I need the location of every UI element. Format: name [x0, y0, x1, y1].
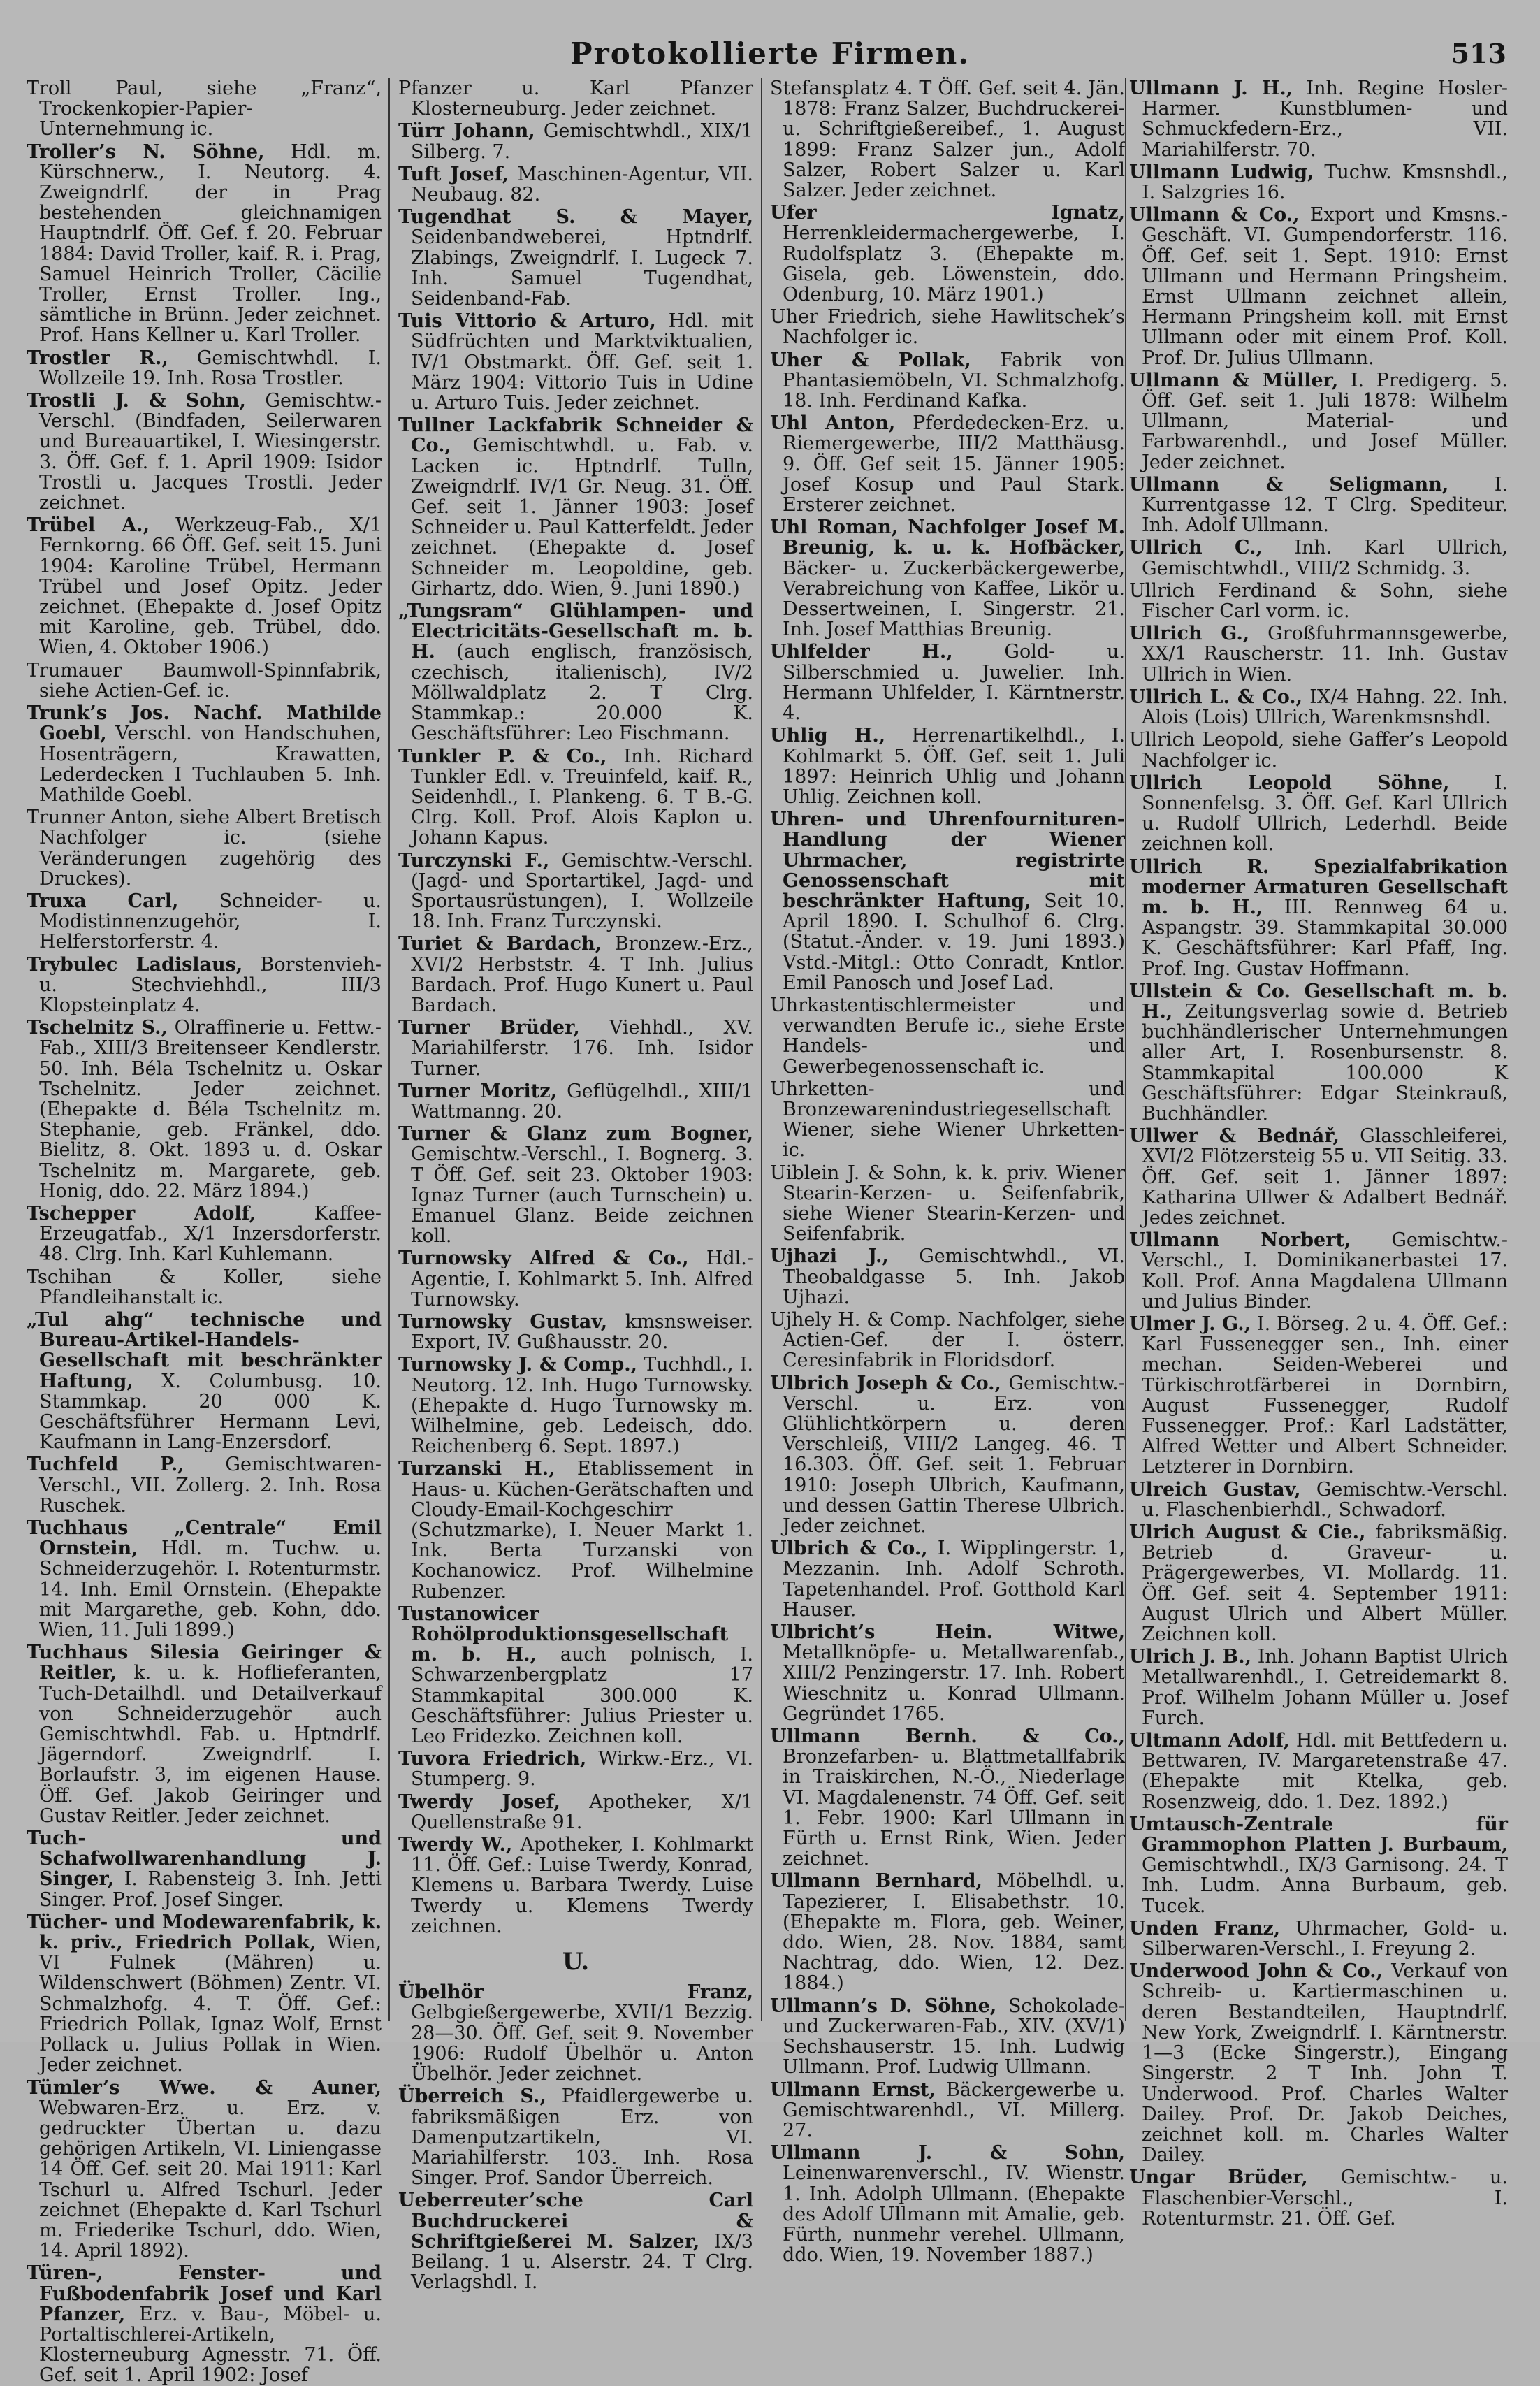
firm-name: Ullmann Bernh. & Co., [770, 1726, 1125, 1748]
entry-text: Stefansplatz 4. T Öff. Gef. seit 4. Jän. 1878: Franz Salzer, Buchdruckerei- u. Schriftgießereibef., 1. August 1899: Franz Salzer jun., Adolf Salzer, Robert Salzer u. Karl Salzer. Jeder zeichnet. [770, 78, 1125, 202]
directory-entry [770, 1373, 1125, 1537]
firm-name: Turzanski H., [398, 1458, 555, 1480]
directory-entry [1129, 2167, 1508, 2229]
page-number: 513 [1451, 38, 1506, 69]
entry-text: Trunner Anton, siehe Albert Bretisch Nachfolger ic. (siehe Veränderungen zugehörig des Druckes). [27, 807, 382, 890]
directory-entry [398, 1018, 753, 1079]
firm-name: Tschelnitz S., [27, 1017, 168, 1039]
entry-text: Gemischtw.- u. Flaschenbier-Verschl., I. Rotenturmstr. 21. Öff. Gef. [1142, 2167, 1508, 2229]
entry-text: Borstenvieh- u. Stechviehhdl., III/3 Klopsteinplatz 4. [39, 953, 382, 1016]
firm-name: Ufer Ignatz, [770, 202, 1125, 224]
firm-name: Überreich S., [398, 2085, 546, 2108]
directory-entry [398, 2086, 753, 2188]
entry-text: Gemischtw.-Verschl. u. Erz. von Glühlichtkörpern u. deren Verschleiß, VIII/2 Langeg. 46. T 16.303. Öff. Gef. seit 1. Februar 1910: Joseph Ulbrich, Kaufmann, und dessen Gattin Therese Ulbrich. Jeder zeichnet. [783, 1372, 1125, 1538]
firm-name: Tücher- und Modewarenfabrik, k. k. priv., Friedrich Pollak, [27, 1911, 382, 1954]
directory-entry [27, 142, 382, 346]
directory-entry [27, 1518, 382, 1640]
firm-name: Ullstein & Co. Gesellschaft m. b. H., [1129, 980, 1508, 1022]
directory-entry [27, 2263, 382, 2385]
directory-entry [27, 1018, 382, 1201]
firm-name: Trunk’s Jos. Nachf. Mathilde Goebl, [27, 702, 382, 745]
directory-entry [27, 807, 382, 889]
firm-name: Ulbrich Joseph & Co., [770, 1372, 1001, 1394]
entry-text: Tschihan & Koller, siehe Pfandleihanstalt ic. [27, 1266, 382, 1308]
entry-text: Gemischtw.-Verschl., I. Bognerg. 3. T Öff. Gef. seit 23. Oktober 1903: Ignaz Turner (auch Turnschein) u. Emanuel Glanz. Beide zeichnen koll. [411, 1143, 753, 1248]
directory-entry [770, 1996, 1125, 2078]
directory-entry [398, 415, 753, 599]
directory-entry [1129, 1480, 1508, 1520]
directory-entry [1129, 623, 1508, 685]
column-4 [1129, 78, 1509, 2229]
entry-text: Uhrketten- und Bronzewarenindustriegesellschaft Wiener, siehe Wiener Uhrketten- ic. [770, 1078, 1125, 1162]
directory-entry [398, 164, 753, 205]
directory-entry [770, 1163, 1125, 1245]
firm-name: Turnowsky Alfred & Co., [398, 1248, 689, 1270]
directory-entry [1129, 857, 1508, 979]
entry-text: III. Rennweg 64 u. Aspangstr. 39. Stammkapital 30.000 K. Geschäftsführer: Karl Pfaff, Ing. Prof. Ing. Gustav Hoffmann. [1142, 896, 1508, 980]
directory-entry [770, 413, 1125, 515]
entry-text: kmsnsweiser. Export, IV. Gußhausstr. 20. [411, 1310, 753, 1354]
directory-entry [27, 955, 382, 1016]
directory-entry [1129, 1230, 1508, 1312]
firm-name: Ullmann J. & Sohn, [770, 2142, 1125, 2164]
firm-name: Ullmann Ludwig, [1129, 161, 1314, 183]
firm-name: Tustanowicer Rohölproduktionsgesellschaft m. b. H., [398, 1603, 729, 1666]
directory-entry [27, 891, 382, 953]
entry-text: Gelbgießergewerbe, XVII/1 Bezzig. 28—30. Öff. Gef. seit 9. November 1906: Rudolf Übelhör u. Anton Übelhör. Jeder zeichnet. [411, 2002, 753, 2085]
directory-entry [770, 1079, 1125, 1161]
entry-text: Seidenbandweberei, Hptndrlf. Zlabings, Zweigndrlf. I. Lugeck 7. Inh. Samuel Tugendhat, Seidenband-Fab. [411, 226, 753, 310]
directory-entry [398, 1604, 753, 1747]
entry-text: Herrenkleidermachergewerbe, I. Rudolfsplatz 3. (Ehepakte m. Gisela, geb. Löwenstein, ddo. Odenburg, 10. März 1901.) [783, 222, 1125, 306]
firm-name: Uhl Anton, [770, 412, 896, 435]
entry-text: Etablissement in Haus- u. Küchen-Gerätschaften und Cloudy-Email-Kochgeschirr (Schutzmarke), I. Neuer Markt 1. Ink. Berta Turzanski von Kochanowicz. Prof. Wilhelmine Rubenzer. [411, 1458, 753, 1603]
entry-text: Bronzew.-Erz., XVI/2 Herbststr. 4. T Inh. Julius Bardach. Prof. Hugo Kunert u. Paul Bardach. [411, 933, 753, 1016]
firm-name: Ullmann & Co., [1129, 204, 1300, 226]
entry-text: Uhrkastentischlermeister und verwandten Berufe ic., siehe Erste Handels- und Gewerbegenossenschaft ic. [770, 994, 1125, 1078]
firm-name: Ulreich Gustav, [1129, 1478, 1301, 1501]
entry-text: Gemischtwaren-Verschl., VII. Zollerg. 2. Inh. Rosa Ruschek. [39, 1454, 382, 1517]
firm-name: Ullmann’s D. Söhne, [770, 1995, 997, 2017]
directory-entry [770, 1538, 1125, 1620]
directory-entry [1129, 773, 1508, 855]
directory-entry [770, 203, 1125, 305]
entry-text: X. Columbusg. 10. Stammkap. 20 000 K. Geschäftsführer Hermann Levi, Kaufmann in Lang-Enzersdorf. [39, 1370, 382, 1454]
directory-entry [27, 660, 382, 701]
entry-text: (auch englisch, französisch, czechisch, italienisch), IV/2 Möllwaldplatz 2. T Clrg. Stammkap.: 20.000 K. Geschäftsführer: Leo Fischmann. [411, 641, 753, 745]
firm-name: Tschepper Adolf, [27, 1202, 256, 1224]
directory-entry [27, 348, 382, 389]
entry-text: Gemischtwhdl. I. Wollzeile 19. Inh. Rosa Trostler. [39, 347, 382, 389]
firm-name: Ullrich Leopold Söhne, [1129, 772, 1450, 794]
directory-entry [398, 1982, 753, 2084]
entry-text: I. Börseg. 2 u. 4. Öff. Gef.: Karl Fussenegger sen., Inh. einer mechan. Seiden-Weberei und Türkischrotfärberei in Dornbirn, August Fussenegger, Rudolf Fussenegger. Prof.: Karl Ladstätter, Alfred Wetter und Albert Schneider. Letzterer in Dornbirn. [1142, 1313, 1508, 1478]
firm-name: Twerdy Josef, [398, 1791, 560, 1813]
directory-entry [27, 78, 382, 140]
entry-text: Apotheker, X/1 Quellenstraße 91. [411, 1791, 753, 1833]
entry-text: I. Wipplingerstr. 1, Mezzanin. Inh. Adolf Schroth. Tapetenhandel. Prof. Gotthold Karl Hauser. [783, 1538, 1125, 1621]
directory-entry [398, 1792, 753, 1832]
page-header [0, 0, 1540, 70]
entry-text: Export und Kmsns.-Geschäft. VI. Gumpendorferstr. 116. Öff. Gef. seit 1. Sept. 1910: Ernst Ullmann und Hermann Pringsheim. Ernst Ullmann zeichnet allein, Hermann Pringsheim koll. mit Ernst Ullmann oder mit einem Prof. Koll. Prof. Dr. Julius Ullmann. [1142, 204, 1508, 369]
directory-entry [770, 1871, 1125, 1993]
directory-entry [770, 1726, 1125, 1869]
firm-name: Turiet & Bardach, [398, 933, 602, 955]
firm-name: Turczynski F., [398, 849, 550, 872]
directory-entry [27, 1828, 382, 1910]
entry-text: Großfuhrmannsgewerbe, XX/1 Rauscherstr. 11. Inh. Gustav Ullrich in Wien. [1142, 623, 1508, 686]
entry-text: Metallknöpfe- u. Metallwarenfab., XIII/2 Penzingerstr. 17. Inh. Robert Wieschnitz u. Konrad Ullmann. Gegründet 1765. [783, 1642, 1125, 1725]
entry-text: Schokolade- und Zuckerwaren-Fab., XIV. (XV/1) Sechshauserstr. 15. Inh. Ludwig Ullmann. Prof. Ludwig Ullmann. [783, 1995, 1125, 2078]
firm-name: Umtausch-Zentrale für Grammophon Platten J. Burbaum, [1129, 1813, 1508, 1856]
entry-text: Pfanzer u. Karl Pfanzer Klosterneuburg. Jeder zeichnet. [398, 78, 753, 120]
entry-text: Fabrik von Phantasiemöbeln, VI. Schmalzhofg. 18. Inh. Ferdinand Kafka. [783, 349, 1125, 412]
directory-entry [770, 517, 1125, 639]
entry-text: Hdl. m. Kürschnerw., I. Neutorg. 4. Zweigndrlf. der in Prag bestehenden gleichnamigen Hauptndrlf. Öff. Gef. f. 20. Februar 1884: David Troller, kaif. R. i. Prag, Samuel Heinrich Troller, Cäcilie Troller, Ernst Troller. Ing., sämtliche in Brünn. Jeder zeichnet. Prof. Hans Kellner u. Karl Troller. [39, 140, 382, 347]
directory-entry [1129, 370, 1508, 472]
directory-entry [27, 1642, 382, 1826]
directory-entry [27, 391, 382, 513]
firm-name: Tuchfeld P., [27, 1454, 184, 1476]
directory-entry [398, 1248, 753, 1310]
firm-name: Ullmann Norbert, [1129, 1229, 1351, 1252]
entry-text: Uhrmacher, Gold- u. Silberwaren-Verschl., I. Freyung 2. [1142, 1917, 1508, 1960]
firm-name: Trybulec Ladislaus, [27, 953, 243, 976]
column-divider [388, 78, 390, 2021]
directory-entry [1129, 687, 1508, 728]
firm-name: Turner Brüder, [398, 1017, 580, 1039]
firm-name: „Tul ahg“ technische und Bureau-Artikel-Handels-Gesellschaft mit beschränkter Haftung, [27, 1308, 382, 1392]
entry-text: Webwaren-Erz. u. Erz. v. gedruckter Übertan u. dazu gehörigen Artikeln, VI. Liniengasse 14 Öff. Gef. seit 20. Mai 1911: Karl Tschurl u. Alfred Tschurl. Jeder zeichnet (Ehepakte d. Karl Tschurl m. Friederike Tschurl, ddo. Wien, 14. April 1892). [39, 2097, 382, 2262]
directory-entry [1129, 1730, 1508, 1812]
firm-name: Tunkler P. & Co., [398, 745, 607, 767]
entry-text: Möbelhdl. u. Tapezierer, I. Elisabethstr. 10. (Ehepakte m. Flora, geb. Weiner, ddo. Wien, 28. Nov. 1884, samt Nachtrag, ddo. Wien, 12. Dez. 1884.) [783, 1870, 1125, 1995]
firm-name: Trübel A., [27, 514, 150, 537]
firm-name: Ullrich L. & Co., [1129, 686, 1303, 708]
entry-text: Ujhely H. & Comp. Nachfolger, siehe Actien-Gef. der I. österr. Ceresinfabrik in Floridsdorf. [770, 1308, 1125, 1372]
directory-entry [398, 746, 753, 848]
firm-name: Türr Johann, [398, 120, 535, 143]
directory-entry [1129, 205, 1508, 368]
firm-name: „Tungsram“ Glühlampen- und Electricitäts-Gesellschaft m. b. H. [398, 600, 753, 663]
firm-name: Turnowsky Gustav, [398, 1310, 608, 1333]
firm-name: Ulmer J. G., [1129, 1313, 1251, 1335]
firm-name: Truxa Carl, [27, 890, 179, 912]
entry-text: Gold- u. Silberschmied u. Juwelier. Inh. Hermann Uhlfelder, I. Kärntnerstr. 4. [783, 641, 1125, 725]
directory-entry [770, 2143, 1125, 2265]
entry-text: Herrenartikelhdl., I. Kohlmarkt 5. Öff. Gef. seit 1. Juli 1897: Heinrich Uhlig und Johann Uhlig. Zeichnen koll. [783, 725, 1125, 808]
directory-entry [398, 311, 753, 413]
entry-text: Erz. v. Bau-, Möbel- u. Portaltischlerei-Artikeln, Klosterneuburg Agnesstr. 71. Öff. Gef. seit 1. April 1902: Josef [39, 2303, 382, 2386]
entry-text: Tuchw. Kmsnshdl., I. Salzgries 16. [1142, 161, 1508, 204]
directory-entry [398, 1081, 753, 1122]
directory-entry [770, 809, 1125, 993]
directory-entry [27, 515, 382, 658]
directory-entry [1129, 475, 1508, 536]
directory-entry [770, 642, 1125, 723]
directory-entry [1129, 537, 1508, 578]
column-divider [1125, 78, 1126, 2021]
directory-entry [398, 1749, 753, 1789]
firm-name: Ulrich J. B., [1129, 1646, 1252, 1668]
directory-entry [1129, 981, 1508, 1124]
entry-text: Inh. Richard Tunkler Edl. v. Treuinfeld, kaif. R., Seidenhdl., I. Plankeng. 6. T B.-G. Clrg. Koll. Prof. Alois Kaplon u. Johann Kapus. [411, 745, 754, 849]
firm-name: Tugendhat S. & Mayer, [398, 206, 753, 229]
directory-entry [1129, 730, 1508, 770]
firm-name: Ultmann Adolf, [1129, 1730, 1290, 1752]
entry-text: I. Sonnenfelsg. 3. Öff. Gef. Karl Ullrich u. Rudolf Ullrich, Lederhdl. Beide zeichnen koll. [1142, 772, 1508, 855]
directory-entry [1129, 1522, 1508, 1644]
entry-text: Pferdedecken-Erz. u. Riemergewerbe, III/2 Matthäusg. 9. Öff. Gef seit 15. Jänner 1905: Josef Kosup und Paul Stark. Ersterer zeichnet. [783, 412, 1125, 516]
directory-entry [1129, 1314, 1508, 1477]
firm-name: Tullner Lackfabrik Schneider & Co., [398, 414, 753, 457]
entry-text: Verschl. von Handschuhen, Hosenträgern, Krawatten, Lederdecken I Tuchlauben 5. Inh. Mathilde Goebl. [39, 723, 382, 806]
directory-entry [398, 121, 753, 161]
directory-entry [398, 207, 753, 309]
directory-entry [1129, 581, 1508, 621]
directory-entry [27, 1203, 382, 1265]
entry-text: Bäcker- u. Zuckerbäckergewerbe, Verabreichung von Kaffee, Likör u. Dessertweinen, I. Singerstr. 21. Inh. Josef Matthias Breunig. [783, 557, 1125, 641]
directory-entry [398, 934, 753, 1015]
entry-text: IX/4 Hahng. 22. Inh. Alois (Lois) Ullrich, Warenkmsnshdl. [1142, 686, 1508, 729]
directory-entry [398, 1835, 753, 1937]
firm-name: Ulbrich & Co., [770, 1538, 928, 1560]
section-letter: U. [562, 1948, 590, 1976]
entry-text: Wien, VI Fulnek (Mähren) u. Wildenschwert (Böhmen) Zentr. VI. Schmalzhofg. 4. T. Öff. Gef.: Friedrich Pollak, Ignaz Wolf, Ernst Pollack u. Julius Pollak in Wien. Jeder zeichnet. [39, 1932, 382, 2076]
entry-text: Olraffinerie u. Fettw.-Fab., XIII/3 Breitenseer Kendlerstr. 50. Inh. Béla Tschelnitz u. Oskar Tschelnitz. Jeder zeichnet. (Ehepakte d. Béla Tschelnitz m. Stephanie, geb. Fränkel, ddo. Bielitz, 8. Okt. 1893 u. d. Oskar Tschelnitz m. Margarete, geb. Honig, ddo. 22. März 1894.) [39, 1017, 382, 1202]
directory-entry [770, 1246, 1125, 1308]
firm-name: Troller’s N. Söhne, [27, 140, 265, 163]
firm-name: Ullrich G., [1129, 623, 1250, 645]
firm-name: Uhren- und Uhrenfournituren-Handlung der Wiener Uhrmacher, registrirte Genossenschaft mit beschränkter Haftung, [770, 809, 1125, 912]
directory-entry [1129, 1126, 1508, 1228]
column-divider [761, 78, 762, 2021]
directory-entry [1129, 162, 1508, 203]
entry-text: Maschinen-Agentur, VII. Neubaug. 82. [411, 163, 753, 206]
entry-text: I. Predigerg. 5. Öff. Gef. seit 1. Juli 1878: Wilhelm Ullmann, Material- und Farbwarenhdl., und Josef Müller. Jeder zeichnet. [1142, 369, 1508, 473]
directory-entry [1129, 1918, 1508, 1959]
firm-name: Ullmann & Seligmann, [1129, 473, 1449, 496]
entry-text: Tuchhdl., I. Neutorg. 12. Inh. Hugo Turnowsky. (Ehepakte d. Hugo Turnowsky m. Wilhelmine, geb. Ledeisch, ddo. Reichenberg 6. Sept. 1897.) [411, 1354, 753, 1458]
entry-text: Pfaidlergewerbe u. fabriksmäßigen Erz. von Damenputzartikeln, VI. Mariahilferstr. 103. Inh. Rosa Singer. Prof. Sandor Überreich. [411, 2085, 753, 2190]
directory-entry [1129, 1814, 1508, 1916]
column-1 [27, 78, 382, 2386]
entry-text: auch polnisch, I. Schwarzenbergplatz 17 Stammkapital 300.000 K. Geschäftsführer: Julius Priester u. Leo Fridezko. Zeichnen koll. [411, 1644, 753, 1748]
entry-text: Zeitungsverlag sowie d. Betrieb buchhändlerischer Unternehmungen aller Art, I. Rosenbursenstr. 8. Stammkapital 100.000 K Geschäftsführer: Edgar Steinkrauß, Buchhändler. [1142, 1000, 1508, 1125]
entry-text: Apotheker, I. Kohlmarkt 11. Öff. Gef.: Luise Twerdy, Konrad, Klemens u. Barbara Twerdy. Luise Twerdy u. Klemens Twerdy zeichnen. [411, 1834, 754, 1937]
entry-text: Viehhdl., XV. Mariahilferstr. 176. Inh. Isidor Turner. [411, 1017, 753, 1080]
entry-text: Bäckergewerbe u. Gemischtwarenhdl., VI. Millerg. 27. [783, 2078, 1125, 2141]
firm-name: Übelhör Franz, [398, 1981, 753, 2004]
directory-entry [398, 1124, 753, 1246]
firm-name: Ullrich R. Spezialfabrikation moderner Armaturen Gesellschaft m. b. H., [1129, 855, 1508, 918]
directory-entry [27, 1267, 382, 1308]
firm-name: Tümler’s Wwe. & Auner, [27, 2076, 382, 2099]
directory-entry [770, 995, 1125, 1077]
entry-text: Gemischtwhdl., XIX/1 Silberg. 7. [411, 120, 753, 163]
firm-name: Twerdy W., [398, 1834, 513, 1856]
firm-name: Ullmann J. H., [1129, 78, 1293, 99]
entry-text: Hdl. mit Bettfedern u. Bettwaren, IV. Margaretenstraße 47. (Ehepakte mit Ktelka, geb. Rosenzweig, ddo. 1. Dez. 1892.) [1142, 1730, 1509, 1813]
firm-name: Ulbricht’s Hein. Witwe, [770, 1621, 1125, 1644]
directory-entry [398, 601, 753, 744]
entry-text: k. u. k. Hoflieferanten, Tuch-Detailhdl. und Detailverkauf von Schneiderzugehör auch Gemischtwhdl. Fab. u. Hptndrlf. Jägerndorf. Zweigndrlf. I. Borlaufstr. 3, im eigenen Hause. Öff. Gef. Jakob Geiringer und Gustav Reitler. Jeder zeichnet. [39, 1662, 382, 1827]
directory-entry [1129, 1961, 1508, 2165]
firm-name: Ullwer & Bednář, [1129, 1125, 1339, 1148]
firm-name: Ungar Brüder, [1129, 2167, 1308, 2189]
firm-name: Trostli J. & Sohn, [27, 390, 246, 412]
entry-text: I. Rabensteig 3. Inh. Jetti Singer. Prof. Josef Singer. [39, 1868, 382, 1911]
directory-entry [770, 2080, 1125, 2141]
directory-entry [770, 1622, 1125, 1724]
directory-entry [27, 1454, 382, 1516]
firm-name: Tuchhaus Silesia Geiringer & Reitler, [27, 1642, 382, 1684]
directory-entry [398, 1354, 753, 1456]
entry-text: Inh. Regine Hosler-Harmer. Kunstblumen- und Schmuckfedern-Erz., VII. Mariahilferstr. 70. [1142, 78, 1509, 161]
entry-text: Werkzeug-Fab., X/1 Fernkorng. 66 Öff. Gef. seit 15. Juni 1904: Karoline Trübel, Hermann Trübel und Josef Opitz. Jeder zeichnet. (Ehepakte d. Josef Opitz mit Karoline, geb. Trübel, ddo. Wien, 4. Oktober 1906.) [39, 514, 382, 659]
entry-text: Uiblein J. & Sohn, k. k. priv. Wiener Stearin-Kerzen- u. Seifenfabrik, siehe Wiener Stearin-Kerzen- und Seifenfabrik. [770, 1162, 1125, 1245]
firm-name: Ullmann Bernhard, [770, 1870, 982, 1893]
entry-text: Ullrich Leopold, siehe Gaffer’s Leopold Nachfolger ic. [1129, 729, 1508, 772]
entry-text: Bronzefarben- u. Blattmetallfabrik in Traiskirchen, N.-Ö., Niederlage VI. Magdalenenstr. 74 Öff. Gef. seit 1. Febr. 1900: Karl Ullmann in Fürth u. Ernst Rink, Wien. Jeder zeichnet. [783, 1746, 1125, 1870]
entry-text: Kaffee-Erzeugatfab., X/1 Inzersdorferstr. 48. Clrg. Inh. Karl Kuhlemann. [39, 1202, 382, 1266]
firm-name: Tuvora Friedrich, [398, 1748, 587, 1770]
firm-name: Ulrich August & Cie., [1129, 1521, 1366, 1544]
entry-text: Ullrich Ferdinand & Sohn, siehe Fischer Carl vorm. ic. [1129, 579, 1508, 623]
firm-name: Uhl Roman, Nachfolger Josef M. Breunig, k. u. k. Hofbäcker, [770, 516, 1125, 559]
directory-entry [398, 1459, 753, 1601]
entry-text: Seit 10. April 1890. I. Schulhof 6. Clrg. (Statut.-Änder. v. 19. Juni 1893.) Vstd.-Mitgl.: Otto Conradt, Kntlor. Emil Panosch und Josef Lad. [783, 890, 1125, 994]
page-title: Protokollierte Firmen. [570, 36, 970, 71]
firm-name: Turnowsky J. & Comp., [398, 1354, 638, 1376]
directory-entry [770, 1310, 1125, 1371]
entry-text: Uher Friedrich, siehe Hawlitschek’s Nachfolger ic. [770, 306, 1125, 349]
firm-name: Turner & Glanz zum Bogner, [398, 1123, 753, 1145]
entry-text: Gemischtwhdl., IX/3 Garnisong. 24. T Inh. Ludm. Anna Burbaum, geb. Tucek. [1142, 1854, 1508, 1917]
firm-name: Tuch- und Schafwollwarenhandlung J. Singer, [27, 1828, 382, 1890]
entry-text: Hdl. m. Tuchw. u. Schneiderzugehör. I. Rotenturmstr. 14. Inh. Emil Ornstein. (Ehepakte mit Margarethe, geb. Kohn, ddo. Wien, 11. Juli 1899.) [39, 1538, 382, 1642]
entry-text: Inh. Johann Baptist Ulrich Metallwarenhdl., I. Getreidemarkt 8. Prof. Wilhelm Johann Müller u. Josef Furch. [1142, 1646, 1508, 1729]
entry-text: Troll Paul, siehe „Franz“, Trockenkopier-Papier-Unternehmung ic. [27, 78, 382, 140]
firm-name: Trostler R., [27, 347, 168, 369]
directory-entry [398, 851, 753, 932]
entry-text: Wirkw.-Erz., VI. Stumperg. 9. [411, 1748, 753, 1791]
entry-text: Gemischtw.-Verschl. (Jagd- und Sportartikel, Jagd- und Sportausrüstungen), I. Wollzeile 18. Inh. Franz Turczynski. [411, 849, 753, 933]
firm-name: Unden Franz, [1129, 1917, 1281, 1939]
firm-name: Uher & Pollak, [770, 349, 971, 371]
directory-entry [770, 725, 1125, 807]
firm-name: Uhlig H., [770, 725, 886, 747]
directory-entry [27, 703, 382, 805]
directory-entry [27, 1912, 382, 2076]
firm-name: Tuchhaus „Centrale“ Emil Ornstein, [27, 1517, 382, 1560]
entry-text: Trumauer Baumwoll-Spinnfabrik, siehe Actien-Gef. ic. [27, 659, 382, 702]
firm-name: Ullrich C., [1129, 537, 1263, 559]
column-2 [398, 78, 754, 2294]
directory-entry [770, 307, 1125, 347]
entry-text: Gemischtw.-Verschl. u. Flaschenbierhdl., Schwadorf. [1142, 1478, 1508, 1521]
entry-text: Gemischtwhdl. u. Fab. v. Lacken ic. Hptndrlf. Tulln, Zweigndrlf. IV/1 Gr. Neug. 31. Öff. Gef. seit 1. Jänner 1903: Josef Schneider u. Paul Katterfeldt. Jeder zeichnet. (Ehepakte d. Josef Schneider m. Leopoldine, geb. Girhartz, ddo. Wien, 9. Juni 1890.) [411, 435, 753, 600]
entry-text: Schneider- u. Modistinnenzugehör, I. Helferstorferstr. 4. [39, 890, 382, 953]
entry-text: Hdl.-Agentie, I. Kohlmarkt 5. Inh. Alfred Turnowsky. [411, 1248, 753, 1310]
firm-name: Ullmann Ernst, [770, 2078, 936, 2101]
directory-entry [1129, 1647, 1508, 1728]
firm-name: Ujhazi J., [770, 1245, 889, 1268]
firm-name: Underwood John & Co., [1129, 1960, 1383, 1983]
entry-text: Gemischtw.-Verschl., I. Dominikanerbastei 17. Koll. Prof. Anna Magdalena Ullmann und Julius Binder. [1142, 1229, 1508, 1313]
firm-name: Türen-, Fenster- und Fußbodenfabrik Josef und Karl Pfanzer, [27, 2262, 382, 2325]
entry-text: fabriksmäßig. Betrieb d. Graveur- u. Prägergewerbes, VI. Mollardg. 11. Öff. Gef. seit 4. September 1911: August Ulrich und Albert Müller. Zeichnen koll. [1142, 1521, 1508, 1646]
directory-entry [398, 78, 753, 119]
directory-entry [27, 1310, 382, 1452]
entry-text: Leinenwarenverschl., IV. Wienstr. 1. Inh. Adolph Ullmann. (Ehepakte des Adolf Ullmann mit Amalie, geb. Fürth, nunmehr verehel. Ullmann, ddo. Wien, 19. November 1887.) [783, 2162, 1125, 2266]
directory-entry [398, 1312, 753, 1352]
entry-text: Gemischtwhdl., VI. Theobaldgasse 5. Inh. Jakob Ujhazi. [783, 1245, 1125, 1308]
entry-text: Geflügelhdl., XIII/1 Wattmanng. 20. [411, 1080, 753, 1122]
entry-text: Hdl. mit Südfrüchten und Marktviktualien, IV/1 Obstmarkt. Öff. Gef. seit 1. März 1904: Vittorio Tuis in Udine u. Arturo Tuis. Jeder zeichnet. [411, 310, 753, 414]
entry-text: I. Kurrentgasse 12. T Clrg. Spediteur. Inh. Adolf Ullmann. [1142, 473, 1508, 537]
directory-entry [398, 2190, 753, 2292]
entry-text: IX/3 Beilang. 1 u. Alserstr. 24. T Clrg. Verlagshdl. I. [411, 2230, 753, 2294]
entry-text: Glasschleiferei, XVI/2 Flötzersteig 55 u. VII Seitig. 33. Öff. Gef. seit 1. Jänner 1897: Katharina Ullwer & Adalbert Bednář. Jedes zeichnet. [1142, 1125, 1508, 1229]
entry-text: Inh. Karl Ullrich, Gemischtwhdl., VIII/2 Schmidg. 3. [1142, 537, 1508, 579]
directory-entry [770, 350, 1125, 412]
directory-entry [1129, 78, 1508, 160]
column-3 [770, 78, 1125, 2266]
directory-entry [770, 78, 1125, 201]
firm-name: Ueberreuter’sche Carl Buchdruckerei & Schriftgießerei M. Salzer, [398, 2190, 753, 2253]
entry-text: Verkauf von Schreib- u. Kartiermaschinen u. deren Bestandteilen, Hauptndrlf. New York, Zweigndrlf. I. Kärntnerstr. 1—3 (Ecke Singerstr.), Eingang Singerstr. 2 T Inh. John T. Underwood. Prof. Charles Walter Dailey. Prof. Dr. Jakob Deiches, zeichnet koll. m. Charles Walter Dailey. [1142, 1960, 1508, 2167]
firm-name: Tuis Vittorio & Arturo, [398, 310, 656, 333]
directory-entry [27, 2078, 382, 2262]
entry-text: Gemischtw.-Verschl. (Bindfaden, Seilerwaren und Bureauartikel, I. Wiesingerstr. 3. Öff. Gef. f. 1. April 1909: Isidor Trostli u. Jacques Trostli. Jeder zeichnet. [39, 390, 382, 514]
firm-name: Uhlfelder H., [770, 641, 953, 663]
firm-name: Ullmann & Müller, [1129, 369, 1339, 391]
firm-name: Turner Moritz, [398, 1080, 557, 1102]
firm-name: Tuft Josef, [398, 163, 509, 185]
